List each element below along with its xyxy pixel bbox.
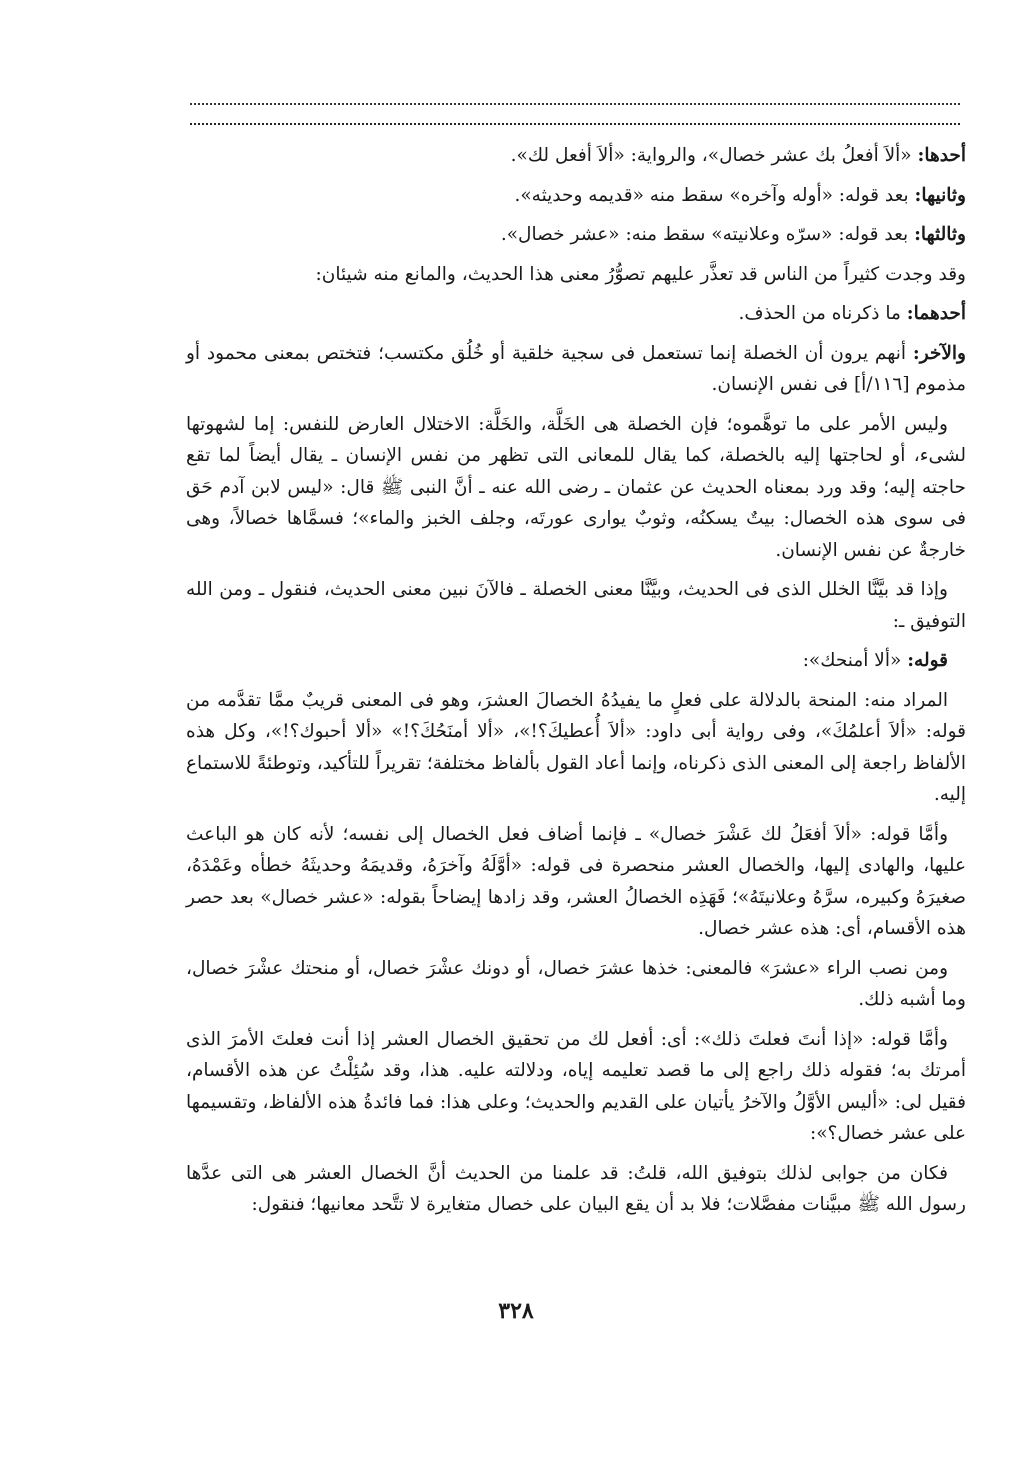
paragraph-text: وقد وجدت كثيراً من الناس قد تعذَّر عليهم تصوُّرُ معنى هذا الحديث، والمانع منه شيئان: — [315, 263, 966, 285]
paragraph-text: أنهم يرون أن الخصلة إنما تستعمل فى سجية خلقية أو خُلُق مكتسب؛ فتختص بمعنى محمود أو مذموم [١١٦/أ] فى نفس الإنسان. — [186, 342, 966, 395]
paragraph — [186, 338, 966, 401]
paragraph — [186, 1158, 966, 1221]
paragraph-text: بعد قوله: «أوله وآخره» سقط منه «قديمه وحديثه». — [514, 184, 915, 206]
paragraph-lead: وثالثها: — [914, 224, 966, 245]
paragraph-text: «ألا أمنحك»: — [802, 650, 908, 671]
paragraph-lead: أحدها: — [917, 145, 966, 166]
paragraph — [186, 953, 966, 1016]
paragraph-text: فكان من جوابى لذلك بتوفيق الله، قلتُ: قد علمنا من الحديث أنَّ الخصال العشر هى التى عدَّها رسول الله ﷺ مبيَّنات مفصَّلات؛ فلا بد أن يقع البيان على خصال متغايرة لا تتَّحد معانيها؛ فنقول: — [186, 1162, 966, 1215]
paragraph — [186, 685, 966, 811]
paragraph-text: بعد قوله: «سرّه وعلانيته» سقط منه: «عشر خصال». — [500, 224, 915, 245]
paragraph — [186, 180, 966, 212]
paragraph-text: وليس الأمر على ما توهَّموه؛ فإن الخصلة هى الخَلَّة، والخَلَّة: الاختلال العارض للنفس: إما لشهوتها لشىء، أو لحاجتها إليه بالخصلة، كما يقال للمعانى التى تظهر من نفس الإنسان ـ يقال أيضاً لما تقع حاجته إليه؛ وقد ورد بمعناه الحديث عن عثمان ـ رضى الله عنه ـ أنَّ النبى ﷺ قال: «ليس لابن آدم حَق فى سوى هذه الخصال: بيتٌ يسكنُه، وثوبٌ يوارى عورتَه، وجلف الخبز والماء»؛ فسمَّاها خصالاً، وهى خارجةٌ عن نفس الإنسان. — [186, 413, 966, 561]
paragraph-lead: والآخر: — [912, 342, 966, 364]
paragraph — [186, 409, 966, 567]
paragraph — [186, 219, 966, 251]
paragraph — [186, 140, 966, 172]
paragraph — [186, 574, 966, 637]
paragraph-lead: وثانيها: — [914, 184, 966, 206]
paragraph-lead: قوله: — [907, 650, 948, 671]
top-dotted-line — [190, 103, 960, 105]
header-rule — [190, 123, 960, 125]
paragraph-text: «ألاَ أفعلُ بك عشر خصال»، والرواية: «ألاَ أفعل لك». — [510, 145, 918, 166]
paragraph — [186, 1024, 966, 1150]
paragraph — [186, 819, 966, 945]
paragraph — [186, 259, 966, 291]
paragraph-text: ما ذكرناه من الحذف. — [738, 303, 907, 324]
page-number: ٣٢٨ — [498, 1298, 534, 1324]
paragraph — [186, 645, 966, 677]
paragraph-text: وإذا قد بيَّنَّا الخلل الذى فى الحديث، وبيَّنَّا معنى الخصلة ـ فالآنَ نبين معنى الحديث، فنقول ـ ومن الله التوفيق ـ: — [186, 579, 966, 632]
paragraph — [186, 298, 966, 330]
paragraph-lead: أحدهما: — [906, 303, 966, 324]
paragraph-text: ومن نصب الراء «عشرَ» فالمعنى: خذها عشرَ خصال، أو دونك عشْرَ خصال، أو منحتك عشْرَ خصال، وما أشبه ذلك. — [186, 957, 966, 1010]
paragraph-text: وأمَّا قوله: «إذا أنتَ فعلتَ ذلك»: أى: أفعل لك من تحقيق الخصال العشر إذا أنت فعلتَ الأمرَ الذى أمرتك به؛ فقوله ذلك راجع إلى ما قصد تعليمه إياه، ودلالته عليه. هذا، وقد سُئِلْتُ عن هذه الأقسام، فقيل لى: «أليس الأوَّلُ والآخرُ يأتيان على القديم والحديث؛ وعلى هذا: فما فائدةُ هذه الألفاظ، وتقسيمها على عشر خصال؟»: — [186, 1028, 966, 1144]
paragraph-text: وأمَّا قوله: «ألاَ أفعَلُ لك عَشْرَ خصال» ـ فإنما أضاف فعل الخصال إلى نفسه؛ لأنه كان هو الباعث عليها، والهادى إليها، والخصال العشر منحصرة فى قوله: «أوَّلَهُ وآخرَهُ، وقديمَهُ وحديثَهُ خطأه وعَمْدَهُ، صغيرَهُ وكبيره، سرَّهُ وعلانيتَهُ»؛ فَهَذِه الخصالُ العشر، وقد زادها إيضاحاً بقوله: «عشر خصال» بعد حصر هذه الأقسام، أى: هذه عشر خصال. — [186, 823, 966, 939]
page-body — [186, 140, 966, 1229]
paragraph-text: المراد منه: المنحة بالدلالة على فعلٍ ما يفيدُهُ الخصالَ العشرَ، وهو فى المعنى قريبٌ ممَّا تقدَّمه من قوله: «ألاَ أعلمُكَ»، وفى رواية أبى داود: «ألاَ أُعطيكَ؟!»، «ألا أمنَحُكَ؟!» «ألا أحبوك؟!»، وكل هذه الألفاظ راجعة إلى المعنى الذى ذكرناه، وإنما أعاد القول بألفاظ مختلفة؛ تقريراً للتأكيد، وتوطئةً للاستماع إليه. — [186, 689, 966, 805]
